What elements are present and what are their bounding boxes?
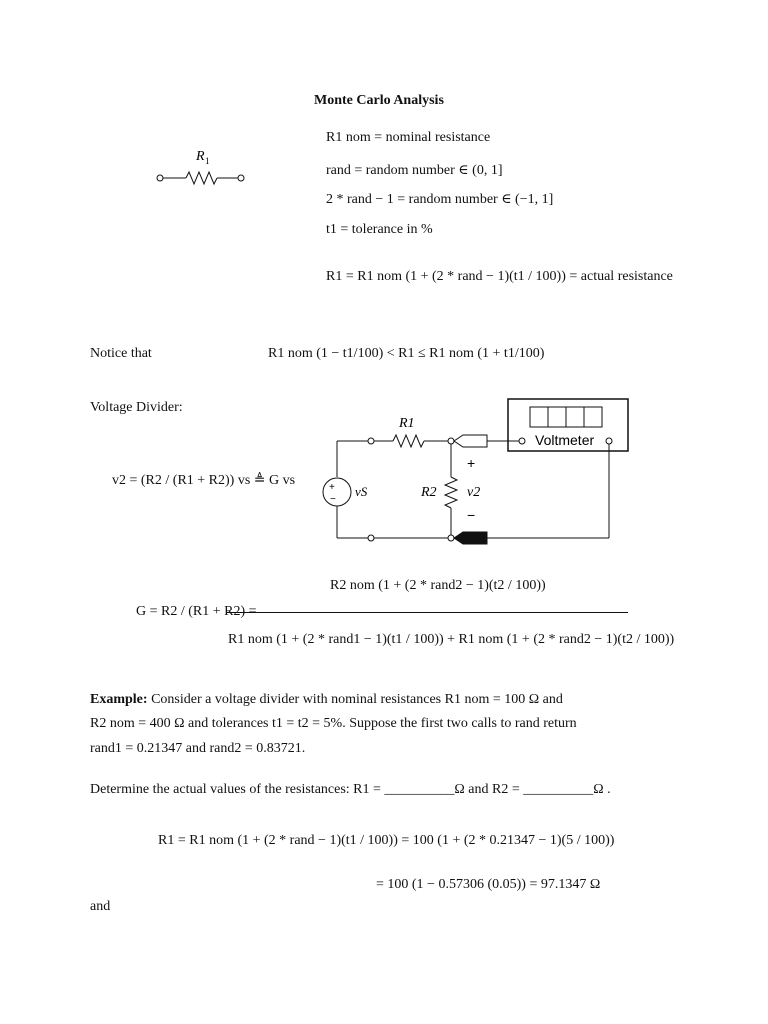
g-formula-lhs: G = R2 / (R1 + R2) = <box>136 604 257 619</box>
svg-text:+: + <box>329 482 335 493</box>
notice-label: Notice that <box>90 346 152 361</box>
determine-prompt: Determine the actual values of the resistances: R1 = __________Ω and R2 = __________Ω . <box>90 782 611 797</box>
circuit-plus: + <box>467 455 476 471</box>
definition-tolerance: t1 = tolerance in % <box>326 222 433 237</box>
voltage-divider-circuit <box>315 395 635 550</box>
example-line-3: rand1 = 0.21347 and rand2 = 0.83721. <box>90 741 306 756</box>
solution-line-2: = 100 (1 − 0.57306 (0.05)) = 97.1347 Ω <box>376 877 601 892</box>
example-bold: Example: <box>90 692 148 707</box>
example-line-2: R2 nom = 400 Ω and tolerances t1 = t2 = 5%. Suppose the first two calls to rand return <box>90 716 577 731</box>
voltage-divider-label: Voltage Divider: <box>90 400 183 415</box>
circuit-r2-label: R2 <box>421 485 437 500</box>
definition-rand2: 2 * rand − 1 = random number ∈ (−1, 1] <box>326 192 554 207</box>
g-formula-fraction-bar <box>226 612 628 613</box>
g-formula-numerator: R2 nom (1 + (2 * rand2 − 1)(t2 / 100)) <box>330 578 546 593</box>
voltage-divider-formula: v2 = (R2 / (R1 + R2)) vs ≜ G vs <box>112 473 296 488</box>
resistor-symbol <box>150 145 250 187</box>
circuit-vs-label: vS <box>355 484 368 499</box>
svg-text:−: − <box>330 494 336 505</box>
voltage-source <box>323 478 351 506</box>
definition-actual: R1 = R1 nom (1 + (2 * rand − 1)(t1 / 100)) = actual resistance <box>326 269 673 284</box>
example-text-1: Consider a voltage divider with nominal resistances R1 nom = 100 Ω and <box>151 692 563 707</box>
circuit-minus: − <box>467 507 476 523</box>
circuit-v2-label: v2 <box>467 485 481 500</box>
solution-line-1: R1 = R1 nom (1 + (2 * rand − 1)(t1 / 100)) = 100 (1 + (2 * 0.21347 − 1)(5 / 100)) <box>158 833 615 848</box>
resistor-label: R <box>196 149 205 164</box>
and-text: and <box>90 899 111 914</box>
notice-formula: R1 nom (1 − t1/100) < R1 ≤ R1 nom (1 + t1/100) <box>268 346 545 361</box>
svg-text:1: 1 <box>205 156 210 166</box>
example-line-1 <box>90 692 563 708</box>
page-title: Monte Carlo Analysis <box>314 93 444 108</box>
circuit-r1-label: R1 <box>399 416 415 431</box>
voltmeter-label: Voltmeter <box>535 432 595 448</box>
definition-nominal: R1 nom = nominal resistance <box>326 130 491 145</box>
definition-rand: rand = random number ∈ (0, 1] <box>326 163 503 178</box>
g-formula-denominator: R1 nom (1 + (2 * rand1 − 1)(t1 / 100)) + R1 nom (1 + (2 * rand2 − 1)(t2 / 100)) <box>228 632 675 647</box>
